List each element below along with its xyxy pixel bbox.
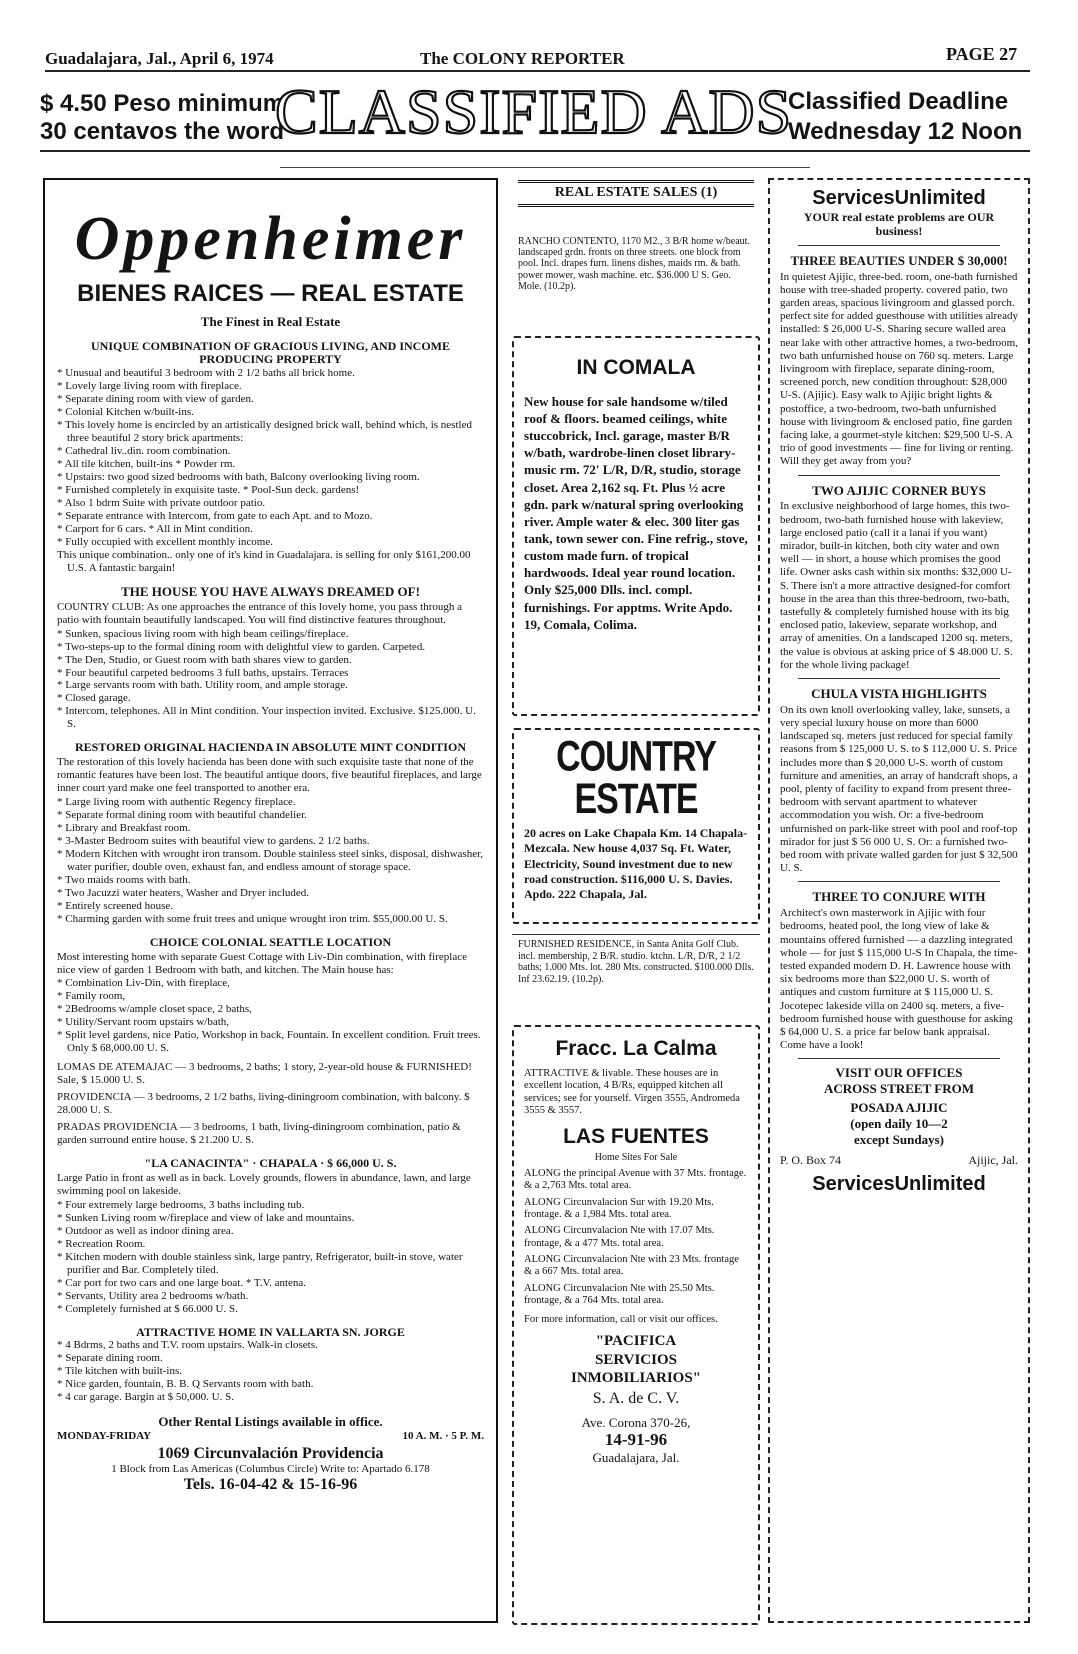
ad-country-estate xyxy=(512,728,760,924)
masthead-rule xyxy=(45,70,1030,72)
banner-thin-rule xyxy=(280,167,810,168)
divider xyxy=(798,245,1000,246)
lot-item: ALONG Circunvalacion Nte with 25.50 Mts. frontage, & a 764 Mts. total area. xyxy=(524,1282,715,1307)
bullet-item: * The Den, Studio, or Guest room with bath shares view to garden. xyxy=(57,653,352,666)
ad-title: Fracc. La Calma xyxy=(555,1037,717,1060)
bullet-list xyxy=(57,1339,484,1404)
bullet-item: * Completely furnished at $ 66.000 U. S. xyxy=(57,1302,238,1315)
bullet-item: * Two-steps-up to the formal dining room with delightful view to garden. Carpeted. xyxy=(57,640,426,653)
rate-line-2: 30 centavos the word xyxy=(40,118,285,145)
section-title: THE HOUSE YOU HAVE ALWAYS DREAMED OF! xyxy=(121,583,420,599)
ad-title: COUNTRY ESTATE xyxy=(556,733,716,823)
bullet-item: * Sunken Living room w/fireplace and view of lake and mountains. xyxy=(57,1211,355,1224)
bullet-item: * Charming garden with some fruit trees and unique wrought iron trim. $55,000.00 U. S. xyxy=(57,912,448,925)
bullet-item: * Lovely large living room with fireplace. xyxy=(57,380,242,393)
company-city: Guadalajara, Jal. xyxy=(592,1450,680,1466)
bullet-item: * Fully occupied with excellent monthly income. xyxy=(57,535,273,548)
bullet-item: * Separate dining room with view of garden. xyxy=(57,393,254,406)
divider xyxy=(798,475,1000,476)
city: Ajijic, Jal. xyxy=(968,1153,1018,1168)
company-address: Ave. Corona 370-26, xyxy=(581,1415,691,1431)
bullet-item: * Two Jacuzzi water heaters, Washer and Dryer included. xyxy=(57,886,310,899)
listing-text: PROVIDENCIA — 3 bedrooms, 2 1/2 baths, living-diningroom combination, with balcony. $ 28.000 U. S. xyxy=(57,1091,470,1117)
bullet-item: * Four extremely large bedrooms, 3 baths including tub. xyxy=(57,1198,305,1211)
bullet-item: * Family room, xyxy=(57,990,126,1003)
bullet-item: * Unusual and beautiful 3 bedroom with 2 1/2 baths all brick home. xyxy=(57,367,355,380)
company-name-1: "PACIFICA xyxy=(595,1332,677,1349)
bullet-item: * Separate formal dining room with beautiful chandelier. xyxy=(57,809,307,822)
bullet-item: * Carport for 6 cars. * All in Mint condition. xyxy=(57,522,253,535)
bullet-item: * Outdoor as well as indoor dining area. xyxy=(57,1224,234,1237)
ad-title: ServicesUnlimited xyxy=(812,187,986,209)
listing-text: PRADAS PROVIDENCIA — 3 bedrooms, 1 bath, living-diningroom combination, patio & garden surround entire house. $ 21.200 U. S. xyxy=(57,1121,461,1147)
section-body: Architect's own masterwork in Ajijic with four bedrooms, heated pool, the long view of lake & mountains offered furnished — a dazzling integrated whole — for just $ 115,000 U-S In Chapala, the time-tested expanded modern D. H. Lawrence house with six bedrooms more than $22,000 U. S. worth of antiques and custom furniture at $ 115,000 U. S. Jocotepec lakeside villa on 2400 sq. meters, a five-bedroom furnished house with guesthouse for asking $ 64,000 U. S. a price far below bank appraisal. Come have a look! xyxy=(780,907,1018,1052)
lot-list xyxy=(524,1168,748,1308)
company-phone: 14-91-96 xyxy=(604,1430,668,1450)
bullet-item: * 4 car garage. Bargin at $ 50,000. U. S. xyxy=(57,1391,234,1404)
bullet-item: * All tile kitchen, built-ins * Powder rm. xyxy=(57,458,236,471)
bullet-item: * Split level gardens, nice Patio, Workshop in back, Fountain. In excellent condition. Fruit trees. Only $ 68,000.00 U. S. xyxy=(57,1029,481,1055)
listing-text: Large Patio in front as well as in back. Lovely grounds, flowers in abundance, lawn, and large swimming pool on lakeside. xyxy=(57,1171,471,1197)
section-title: TWO AJIJIC CORNER BUYS xyxy=(812,482,986,498)
ad-comala xyxy=(512,336,760,716)
rate-line-1: $ 4.50 Peso minimum xyxy=(40,90,285,117)
po-box: P. O. Box 74 xyxy=(780,1153,842,1168)
bullet-item: * Colonial Kitchen w/built-ins. xyxy=(57,406,194,419)
bullet-item: * Tile kitchen with built-ins. xyxy=(57,1365,182,1378)
divider xyxy=(798,881,1000,882)
section-body: In quietest Ajijic, three-bed. room, one-bath furnished house with tree-shaded property. covered patio, two garden areas, spacious livingroom and glassed porch. perfect site for added guesthouse with utilities already installed: $ 26,000 U-S. Sharing secure walled area near lake with other attractive homes, a two-bedroom, two bath unfurnished house on 760 sq. meters. Large livingroom with fireplace, separate dining-room, screened porch, new condition throughout: $28,000 U-S. (Ajijic). Easy walk to Ajijic bright lights & postoffice, a two-bedroom, two-bath unfurnished house with livingroom & enclosed patio, fine garden facing lake, a gourmet-style kitchen: $29,500 U-S. A trio of good investments — fine for living or renting. Will they get away from you? xyxy=(780,270,1018,468)
oppenheimer-ad xyxy=(43,178,498,1623)
lot-item: ALONG Circunvalacion Sur with 19.20 Mts. frontage. & a 1,984 Mts. total area. xyxy=(524,1196,714,1220)
bullet-item: * Nice garden, fountain, B. B. Q Servants room with bath. xyxy=(57,1378,314,1391)
bullet-item: * Also 1 bdrm Suite with private outdoor patio. xyxy=(57,496,266,509)
oppenheimer-tagline: The Finest in Real Estate xyxy=(200,314,341,330)
ad-subtitle: Home Sites For Sale xyxy=(594,1152,678,1164)
mailing-address xyxy=(780,1153,1018,1167)
bullet-item: * Large living room with authentic Regency fireplace. xyxy=(57,796,296,809)
bullet-list xyxy=(57,977,484,1055)
ad-pacifica xyxy=(512,1025,760,1625)
section-title: "LA CANACINTA" · CHAPALA · $ 66,000 U. S. xyxy=(144,1156,397,1171)
dateline: Guadalajara, Jal., April 6, 1974 xyxy=(45,49,274,68)
lot-item: ALONG the principal Avenue with 37 Mts. frontage. & a 2,763 Mts. total area. xyxy=(524,1167,747,1192)
section-title: THREE BEAUTIES UNDER $ 30,000! xyxy=(790,252,1008,268)
bullet-list xyxy=(57,1199,484,1316)
bullet-item: * Upstairs: two good sized bedrooms with bath, Balcony overlooking living room. xyxy=(57,470,420,483)
oppenheimer-subtitle: BIENES RAICES — REAL ESTATE xyxy=(77,280,464,307)
section-title: UNIQUE COMBINATION OF GRACIOUS LIVING, AND INCOME PRODUCING PROPERTY xyxy=(90,338,451,367)
ad-body: 20 acres on Lake Chapala Km. 14 Chapala-Mezcala. New house 4,037 Sq. Ft. Water, Electricity, Sound investment due to new road construction. $116,000 U. S. Davies. Apdo. 222 Chapala, Jal. xyxy=(524,826,748,902)
section-title: CHULA VISTA HIGHLIGHTS xyxy=(811,685,987,701)
section-title: RESTORED ORIGINAL HACIENDA IN ABSOLUTE MINT CONDITION xyxy=(75,740,466,755)
office-times: 10 A. M. · 5 P. M. xyxy=(402,1429,484,1442)
bullet-item: * 3-Master Bedroom suites with beautiful view to gardens. 2 1/2 baths. xyxy=(57,834,370,847)
bullet-item: * Car port for two cars and one large boat. * T.V. antena. xyxy=(57,1276,307,1289)
bullet-list xyxy=(57,628,484,732)
bullet-item: * Furnished completely in exquisite taste. * Pool-Sun deck. gardens! xyxy=(57,483,360,496)
newspaper-name: The COLONY REPORTER xyxy=(420,49,625,68)
office-hours xyxy=(57,1430,484,1443)
section-title: ATTRACTIVE HOME IN VALLARTA SN. JORGE xyxy=(136,1324,405,1339)
visit-line: (open daily 10—2 xyxy=(850,1116,948,1132)
oppenheimer-logo: Oppenheimer xyxy=(74,205,467,273)
bullet-item: * 4 Bdrms, 2 baths and T.V. room upstairs. Walk-in closets. xyxy=(57,1339,318,1352)
ad-title: IN COMALA xyxy=(576,356,696,379)
ad-body: New house for sale handsome w/tiled roof & floors. beamed ceilings, white stuccobrick, Incl. garage, master B/R w/bath, wardrobe-linen closet library-music rm. 72' L/R, D/R, studio, storage closet. Area 2,162 sq. Ft. Plus ½ acre gdn. park w/natural spring overlooking river. Ample water & elec. 300 liter gas tank, town sewer con. Fine refrig., stove, custom made furn. of tropical hardwoods. Ideal year round location. Only $25,000 Dlls. incl. compl. furnishings. For apptms. Write Apdo. 19, Comala, Colima. xyxy=(524,393,748,632)
lot-item: ALONG Circunvalacion Nte with 23 Mts. frontage & a 667 Mts. total area. xyxy=(524,1254,739,1278)
bullet-item: * Large servants room with bath. Utility room, and ample storage. xyxy=(57,679,348,692)
section-body: On its own knoll overlooking valley, lake, sunsets, a very special luxury house on more than 6000 landscaped sq. meters just reduced for special family reasons from $ 125,000 U. S. to $ 112,000 U. S. Price includes more than $ 20,000 U-S. worth of custom furniture and amenities, an array of handcraft shops, a pool, plenty of facility to expand from present three-bedroom with servant apartment to whatever accommodation you wish. Or: a five-bedroom unfurnished on park-like street with pool and roof-top mirador for just $ 56 000 U. S. Or: a furnished two-bed room with private walled garden for just $ 32,500 U. S. xyxy=(780,703,1018,875)
visit-line: POSADA AJIJIC xyxy=(850,1100,948,1116)
rental-listings-note: Other Rental Listings available in office. xyxy=(158,1414,383,1430)
bullet-list xyxy=(57,367,484,549)
bullet-item: * Library and Breakfast room. xyxy=(57,822,191,834)
ad-title: LAS FUENTES xyxy=(563,1125,709,1149)
ad-slogan: YOUR real estate problems are OUR business! xyxy=(803,210,995,239)
listing-text: This unique combination.. only one of it's kind in Guadalajara. is selling for only $161,200.00 U.S. A fantastic bargain! xyxy=(57,548,471,574)
deadline-line-2: Wednesday 12 Noon xyxy=(788,118,1023,145)
lot-item: ALONG Circunvalacion Nte with 17.07 Mts. frontage, & a 477 Mts. total area. xyxy=(524,1225,715,1249)
bullet-item: * Combination Liv-Din, with fireplace, xyxy=(57,977,230,990)
company-name-3: INMOBILIARIOS" xyxy=(570,1370,702,1387)
visit-line: except Sundays) xyxy=(854,1131,944,1147)
bullet-item: * Recreation Room. xyxy=(57,1237,146,1250)
company-suffix: S. A. de C. V. xyxy=(592,1390,680,1408)
section-body: In exclusive neighborhood of large homes, this two-bedroom, two-bath furnished house with lakeview, large enclosed patio (call it a lanai if you want) mirador, built-in kitchen, both city water and own well — in short, a house which promises the good life. Owner asks cash within six months: $32,000 U-S. There isn't a more attractive designed-for comfort house in the area than this three-bedroom, two-bath, tastefully & completely furnished house with its big enclosed patio, lakeview, separate workshop, and array of amenities. On a landscaped 1200 sq. meters, the value is obvious at asking price of $ 48.000 U. S. for the whole living package! xyxy=(780,500,1013,671)
bullet-item: * Intercom, telephones. All in Mint condition. Your inspection invited. Exclusive. $125.000. U. S. xyxy=(57,705,476,731)
office-phones: Tels. 16-04-42 & 15-16-96 xyxy=(183,1476,358,1494)
divider xyxy=(798,678,1000,679)
bullet-list xyxy=(57,796,484,926)
page-number: PAGE 27 xyxy=(946,44,1018,64)
section-title: CHOICE COLONIAL SEATTLE LOCATION xyxy=(149,934,392,949)
bullet-item: * This lovely home is encircled by an artistically designed brick wall, behind which, is nestled three beautiful 2 story brick apartments: xyxy=(57,419,472,445)
bullet-item: * Utility/Servant room upstairs w/bath, xyxy=(57,1016,230,1029)
bullet-item: * Four beautiful carpeted bedrooms 3 full baths, upstairs. Terraces xyxy=(57,666,349,679)
bullet-item: * Sunken, spacious living room with high beam ceilings/fireplace. xyxy=(57,627,349,640)
section-title: THREE TO CONJURE WITH xyxy=(812,889,986,905)
company-name-2: SERVICIOS xyxy=(594,1351,677,1368)
deadline-line-1: Classified Deadline xyxy=(788,88,1009,115)
contact-note: For more information, call or visit our offices. xyxy=(524,1313,718,1325)
listing-text: COUNTRY CLUB: As one approaches the entrance of this lovely home, you pass through a patio with fountain beautifully landscaped. You will find distinctive features throughout. xyxy=(57,600,462,626)
ad-body: ATTRACTIVE & livable. These houses are in excellent location, 4 B/Rs, equipped kitchen all services; see for yourself. Virgen 3555, Andromeda 3555 & 3557. xyxy=(524,1067,740,1116)
bullet-item: * Modern Kitchen with wrought iron transom. Double stainless steel sinks, disposal, dishwasher, water purifier, double oven, exhaust fan, and endless amount of storage space. xyxy=(57,847,484,873)
bullet-item: * 2Bedrooms w/ample closet space, 2 baths, xyxy=(57,1003,252,1016)
ad-rancho-contento: RANCHO CONTENTO, 1170 M2., 3 B/R home w/beaut. landscaped grdn. fronts on three streets. one block from pool. Incl. drapes furn. linens dishes, maids rm. & bath. power mower, wash machine. etc. $36.000 U S. Geo. Mole. (10.2p). xyxy=(518,236,750,292)
office-address: 1069 Circunvalación Providencia xyxy=(157,1444,384,1462)
bullet-item: * Servants, Utility area 2 bedrooms w/bath. xyxy=(57,1289,249,1302)
bullet-item: * Closed garage. xyxy=(57,692,131,705)
ad-furnished-residence: FURNISHED RESIDENCE, in Santa Anita Golf Club. incl. membership, 2 B/R. studio. ktchn. L/R, D/R, 2 1/2 baths; 1.000 Mts. lot. 280 Mts. constructed. $100.000 Dlls. Inf 23.62.19. (10.2p). xyxy=(512,934,760,1020)
office-directions: 1 Block from Las Americas (Columbus Circle) Write to: Apartado 6.178 xyxy=(111,1463,430,1476)
category-heading: REAL ESTATE SALES (1) xyxy=(518,180,754,207)
visit-line: VISIT OUR OFFICES xyxy=(835,1065,963,1081)
listing-text: The restoration of this lovely hacienda has been done with such exquisite taste that none of the romantic features have been lost. The beautiful antique doors, five beautiful fireplaces, and large inner court yard make one feel transported to another era. xyxy=(57,756,482,795)
office-days: MONDAY-FRIDAY xyxy=(57,1429,152,1442)
bullet-item: * Kitchen modern with double stainless sink, large pantry, Refrigerator, built-in stove, water purifier and Bar. Completely tiled. xyxy=(57,1250,463,1276)
listing-text: Most interesting home with separate Guest Cottage with Liv-Din combination, with fireplace nice view of garden 1 Bedroom with bath, and kitchen. The Main house has: xyxy=(57,950,467,976)
divider xyxy=(798,1058,1000,1059)
visit-line: ACROSS STREET FROM xyxy=(823,1080,974,1096)
bullet-item: * Entirely screened house. xyxy=(57,899,174,912)
banner-rule xyxy=(40,150,1030,152)
bullet-item: * Two maids rooms with bath. xyxy=(57,873,191,886)
ad-footer-title: ServicesUnlimited xyxy=(812,1172,986,1195)
bullet-item: * Separate dining room. xyxy=(57,1352,163,1365)
bullet-item: * Cathedral liv..din. room combination. xyxy=(57,445,231,458)
section-title: CLASSIFIED ADS xyxy=(275,76,793,147)
bullet-item: * Separate entrance with Intercom, from gate to each Apt. and to Mozo. xyxy=(57,509,373,522)
services-unlimited-ad xyxy=(768,178,1030,1623)
listing-text: LOMAS DE ATEMAJAC — 3 bedrooms, 2 baths; 1 story, 2-year-old house & FURNISHED! Sale, $ 15.000 U. S. xyxy=(57,1061,472,1087)
